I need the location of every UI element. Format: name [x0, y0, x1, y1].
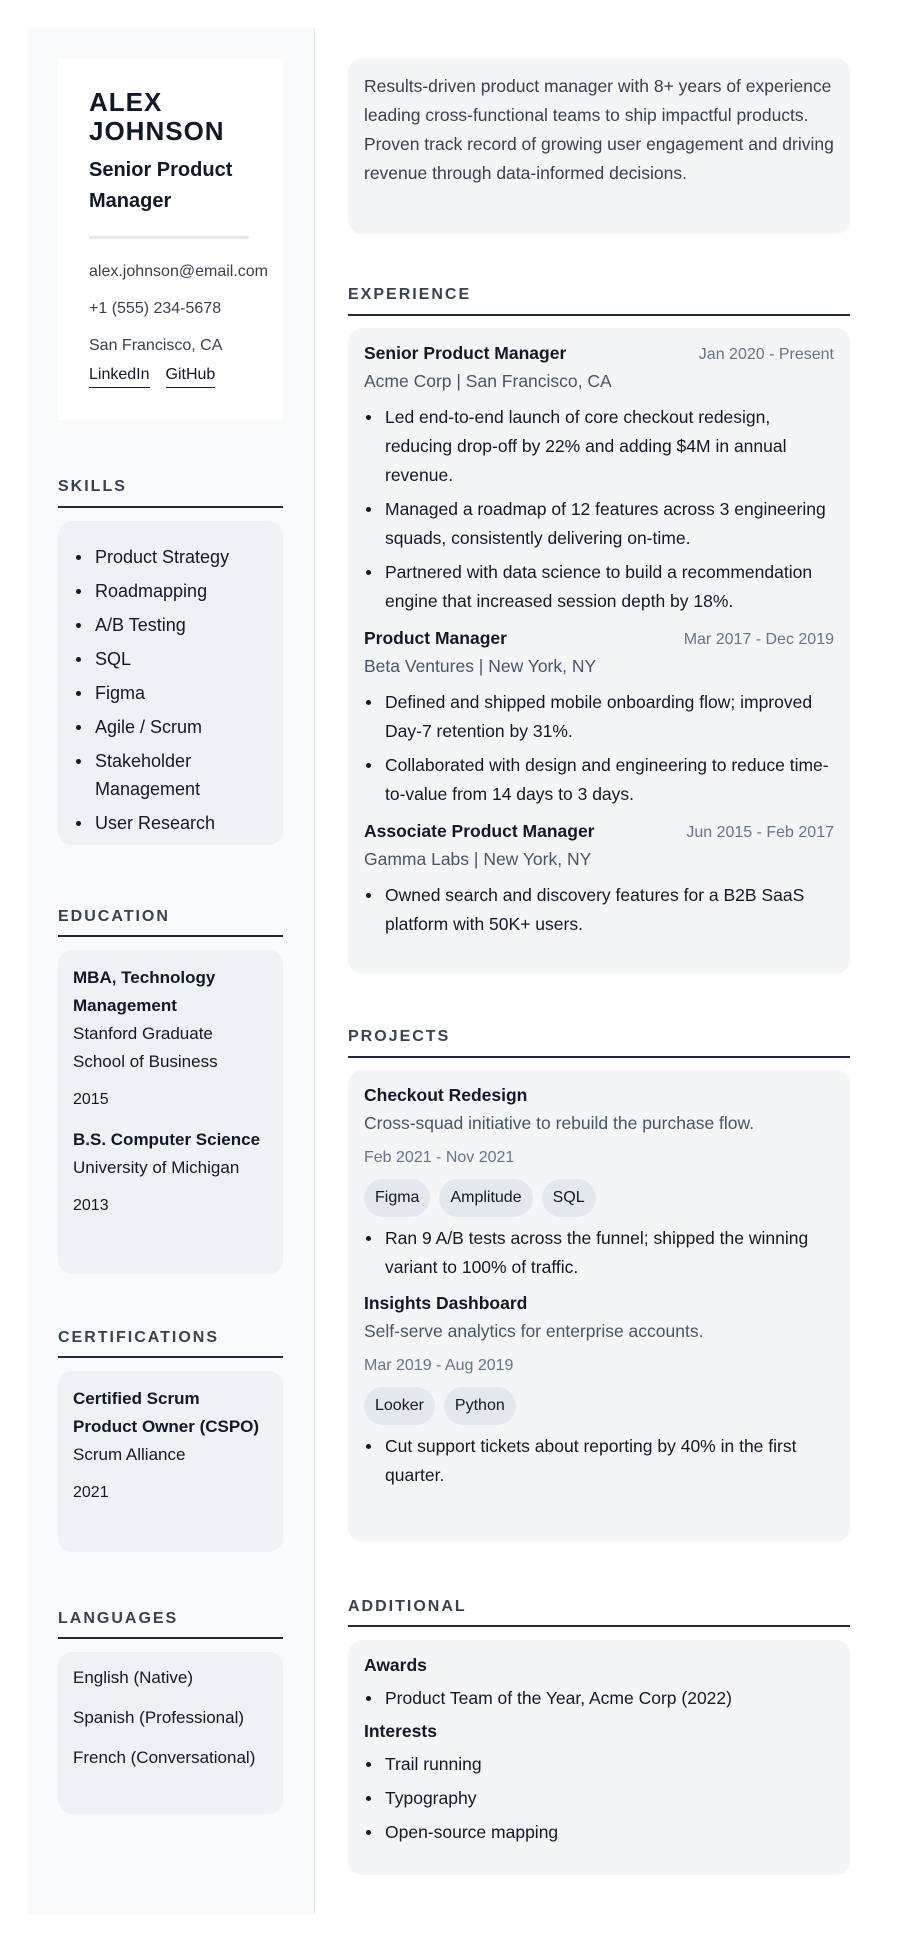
job-title: Senior Product Manager [364, 343, 567, 363]
experience-card [348, 328, 850, 974]
language-item: English (Native) [73, 1668, 193, 1687]
job-company: Acme Corp | San Francisco, CA [364, 371, 612, 391]
project-dates: Feb 2021 - Nov 2021 [364, 1149, 515, 1166]
school: Stanford Graduate School of Business [73, 1024, 218, 1071]
divider [89, 236, 249, 239]
awards-list [364, 1684, 834, 1713]
additional-card [348, 1640, 850, 1875]
bullet: Partnered with data science to build a recommendation engine that increased session depth by 18%. [364, 558, 834, 616]
certification-year: 2021 [73, 1484, 109, 1501]
project-dates: Mar 2019 - Aug 2019 [364, 1357, 514, 1374]
education-rule [58, 935, 283, 937]
bullet: Led end-to-end launch of core checkout redesign, reducing drop-off by 22% and adding $4M in annual revenue. [364, 403, 834, 490]
job-bullets [364, 403, 834, 616]
job-company: Beta Ventures | New York, NY [364, 656, 597, 676]
tag: SQL [542, 1179, 596, 1217]
bullet: Collaborated with design and engineering to reduce time-to-value from 14 days to 3 days. [364, 751, 834, 809]
skill-item: A/B Testing [76, 611, 283, 639]
education-entry [73, 964, 268, 1110]
contact-email[interactable]: alex.johnson@email.com [89, 263, 268, 280]
skill-item: User Research [76, 809, 283, 837]
projects-heading: PROJECTS [348, 1028, 451, 1045]
language-item: French (Conversational) [73, 1748, 256, 1767]
certifications-rule [58, 1356, 283, 1358]
profile-links [89, 365, 283, 388]
project-name: Checkout Redesign [364, 1085, 528, 1105]
additional-rule [348, 1625, 850, 1627]
languages-card [58, 1652, 283, 1814]
certification-issuer: Scrum Alliance [73, 1445, 186, 1464]
project-tags [364, 1179, 834, 1217]
skill-item: Agile / Scrum [76, 713, 283, 741]
skills-list [58, 521, 283, 837]
contact-location: San Francisco, CA [89, 337, 223, 354]
experience-heading: EXPERIENCE [348, 286, 472, 303]
professional-summary: Results-driven product manager with 8+ years of experience leading cross-functional teams to ship impactful products. Proven track record of growing user engagement and driving revenue through data-informed decisions. [348, 58, 850, 234]
github-link[interactable]: GitHub [166, 365, 216, 388]
job-entry [364, 818, 834, 939]
certifications-heading: CERTIFICATIONS [58, 1329, 220, 1346]
bullet: Defined and shipped mobile onboarding flow; improved Day-7 retention by 31%. [364, 688, 834, 746]
interest-item: Open-source mapping [364, 1818, 834, 1847]
project-bullets [364, 1224, 834, 1282]
education-card [58, 950, 283, 1274]
linkedin-link[interactable]: LinkedIn [89, 365, 150, 388]
skills-heading: SKILLS [58, 478, 127, 495]
graduation-year: 2013 [73, 1197, 109, 1214]
skills-card [58, 521, 283, 845]
sidebar [28, 28, 315, 1914]
degree: MBA, Technology Management [73, 968, 216, 1015]
identity-card [58, 58, 283, 420]
languages-heading: LANGUAGES [58, 1610, 179, 1627]
contact-phone: +1 (555) 234-5678 [89, 300, 222, 317]
bullet: Cut support tickets about reporting by 40% in the first quarter. [364, 1432, 834, 1490]
education-entry [73, 1126, 268, 1216]
skills-rule [58, 506, 283, 508]
interest-item: Trail running [364, 1750, 834, 1779]
award-item: Product Team of the Year, Acme Corp (2022) [364, 1684, 834, 1713]
project-tags [364, 1387, 834, 1425]
project-description: Self-serve analytics for enterprise accounts. [364, 1321, 704, 1341]
bullet: Ran 9 A/B tests across the funnel; shipped the winning variant to 100% of traffic. [364, 1224, 834, 1282]
project-bullets [364, 1432, 834, 1490]
tag: Figma [364, 1179, 430, 1217]
skill-item: SQL [76, 645, 283, 673]
interests-heading: Interests [364, 1721, 437, 1741]
project-description: Cross-squad initiative to rebuild the purchase flow. [364, 1113, 755, 1133]
skill-item: Stakeholder Management [76, 747, 283, 803]
job-dates: Jan 2020 - Present [698, 346, 834, 363]
job-title: Product Manager [364, 628, 507, 648]
interest-item: Typography [364, 1784, 834, 1813]
tag: Python [444, 1387, 516, 1425]
project-name: Insights Dashboard [364, 1293, 528, 1313]
job-company: Gamma Labs | New York, NY [364, 849, 592, 869]
skill-item: Figma [76, 679, 283, 707]
additional-heading: ADDITIONAL [348, 1598, 467, 1615]
school: University of Michigan [73, 1158, 240, 1177]
job-dates: Mar 2017 - Dec 2019 [683, 631, 834, 648]
skill-item: Product Strategy [76, 543, 283, 571]
candidate-title: Senior Product Manager [89, 159, 233, 212]
education-heading: EDUCATION [58, 908, 170, 925]
projects-rule [348, 1056, 850, 1058]
awards-heading: Awards [364, 1655, 427, 1675]
project-entry [364, 1082, 834, 1282]
experience-rule [348, 314, 850, 316]
skill-item: Roadmapping [76, 577, 283, 605]
language-item: Spanish (Professional) [73, 1708, 245, 1727]
projects-card [348, 1070, 850, 1542]
languages-rule [58, 1637, 283, 1639]
degree: B.S. Computer Science [73, 1130, 261, 1149]
bullet: Owned search and discovery features for a B2B SaaS platform with 50K+ users. [364, 881, 834, 939]
bullet: Managed a roadmap of 12 features across 3 engineering squads, consistently delivering on-time. [364, 495, 834, 553]
certifications-card [58, 1371, 283, 1552]
resume-page [28, 28, 850, 1914]
graduation-year: 2015 [73, 1091, 109, 1108]
tag: Looker [364, 1387, 435, 1425]
interests-list [364, 1750, 834, 1847]
job-entry [364, 340, 834, 616]
tag: Amplitude [439, 1179, 532, 1217]
job-bullets [364, 881, 834, 939]
job-entry [364, 625, 834, 809]
project-entry [364, 1290, 834, 1490]
job-bullets [364, 688, 834, 809]
candidate-name: ALEX JOHNSON [89, 87, 225, 146]
job-dates: Jun 2015 - Feb 2017 [686, 824, 834, 841]
job-title: Associate Product Manager [364, 821, 595, 841]
certification-name: Certified Scrum Product Owner (CSPO) [73, 1389, 260, 1436]
